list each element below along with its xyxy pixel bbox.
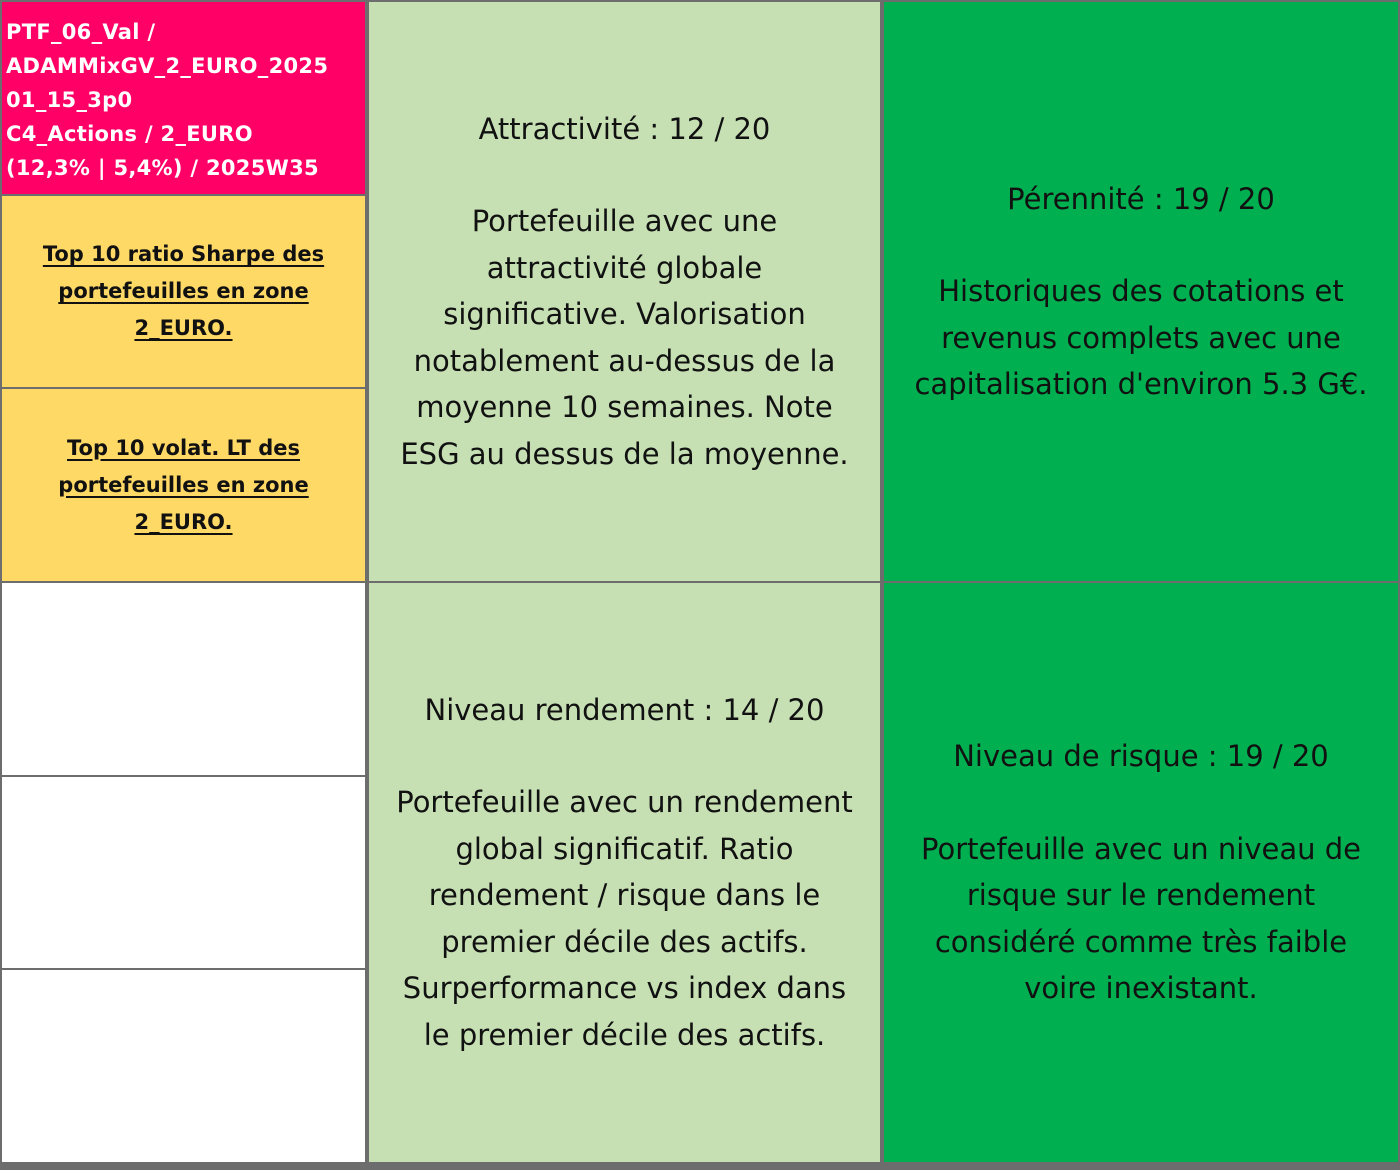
portfolio-header-line: (12,3% | 5,4%) / 2025W35 (6, 156, 319, 180)
description-line: global significatif. Ratio (455, 831, 794, 866)
rendement-description (396, 779, 853, 1058)
description-line: revenus complets avec une (941, 320, 1341, 355)
perennite-panel (884, 2, 1398, 581)
portfolio-header-line: C4_Actions / 2_EURO (6, 122, 253, 146)
description-line: Portefeuille avec un rendement (396, 785, 853, 820)
description-line: notablement au-dessus de la (413, 343, 836, 378)
risque-description (921, 826, 1361, 1012)
risque-panel (884, 583, 1398, 1162)
perennite-title: Pérennité : 19 / 20 (1007, 181, 1275, 216)
portfolio-header-line: 01_15_3p0 (6, 88, 133, 112)
description-line: capitalisation d'environ 5.3 G€. (914, 367, 1368, 401)
attractivite-description (400, 198, 848, 477)
description-line: considéré comme très faible (934, 924, 1348, 959)
description-line: risque sur le rendement (966, 878, 1316, 913)
attractivite-title: Attractivité : 12 / 20 (478, 111, 771, 146)
description-line: Portefeuille avec une (471, 204, 778, 239)
volat-link-cell (2, 389, 365, 581)
description-line: attractivité globale (486, 250, 763, 285)
rendement-panel (369, 583, 880, 1162)
description-line: significative. Valorisation (443, 297, 806, 332)
description-line: premier décile des actifs. (441, 924, 808, 959)
top10-volat-link[interactable]: Top 10 volat. LT des portefeuilles en zone 2_EURO. (58, 435, 309, 534)
description-line: le premier décile des actifs. (423, 1017, 826, 1052)
description-line: moyenne 10 semaines. Note (416, 390, 833, 425)
portfolio-header-line: PTF_06_Val / (6, 20, 156, 44)
empty-cell (2, 583, 365, 775)
description-line: Portefeuille avec un niveau de (921, 831, 1361, 866)
attractivite-panel (369, 2, 880, 581)
description-line: Historiques des cotations et (938, 274, 1344, 308)
description-line: rendement / risque dans le (428, 878, 821, 913)
top10-sharpe-link[interactable]: Top 10 ratio Sharpe des portefeuilles en zone 2_EURO. (42, 242, 325, 340)
portfolio-header-line: ADAMMixGV_2_EURO_2025 (6, 54, 329, 78)
empty-cell (2, 970, 365, 1162)
risque-title: Niveau de risque : 19 / 20 (953, 739, 1329, 774)
description-line: Surperformance vs index dans (402, 971, 847, 1006)
rendement-title: Niveau rendement : 14 / 20 (424, 692, 825, 727)
perennite-description (914, 268, 1367, 408)
empty-cell (2, 777, 365, 968)
description-line: voire inexistant. (1024, 971, 1258, 1006)
sharpe-link-cell (2, 196, 365, 387)
description-line: ESG au dessus de la moyenne. (400, 436, 849, 471)
portfolio-header (2, 2, 365, 194)
